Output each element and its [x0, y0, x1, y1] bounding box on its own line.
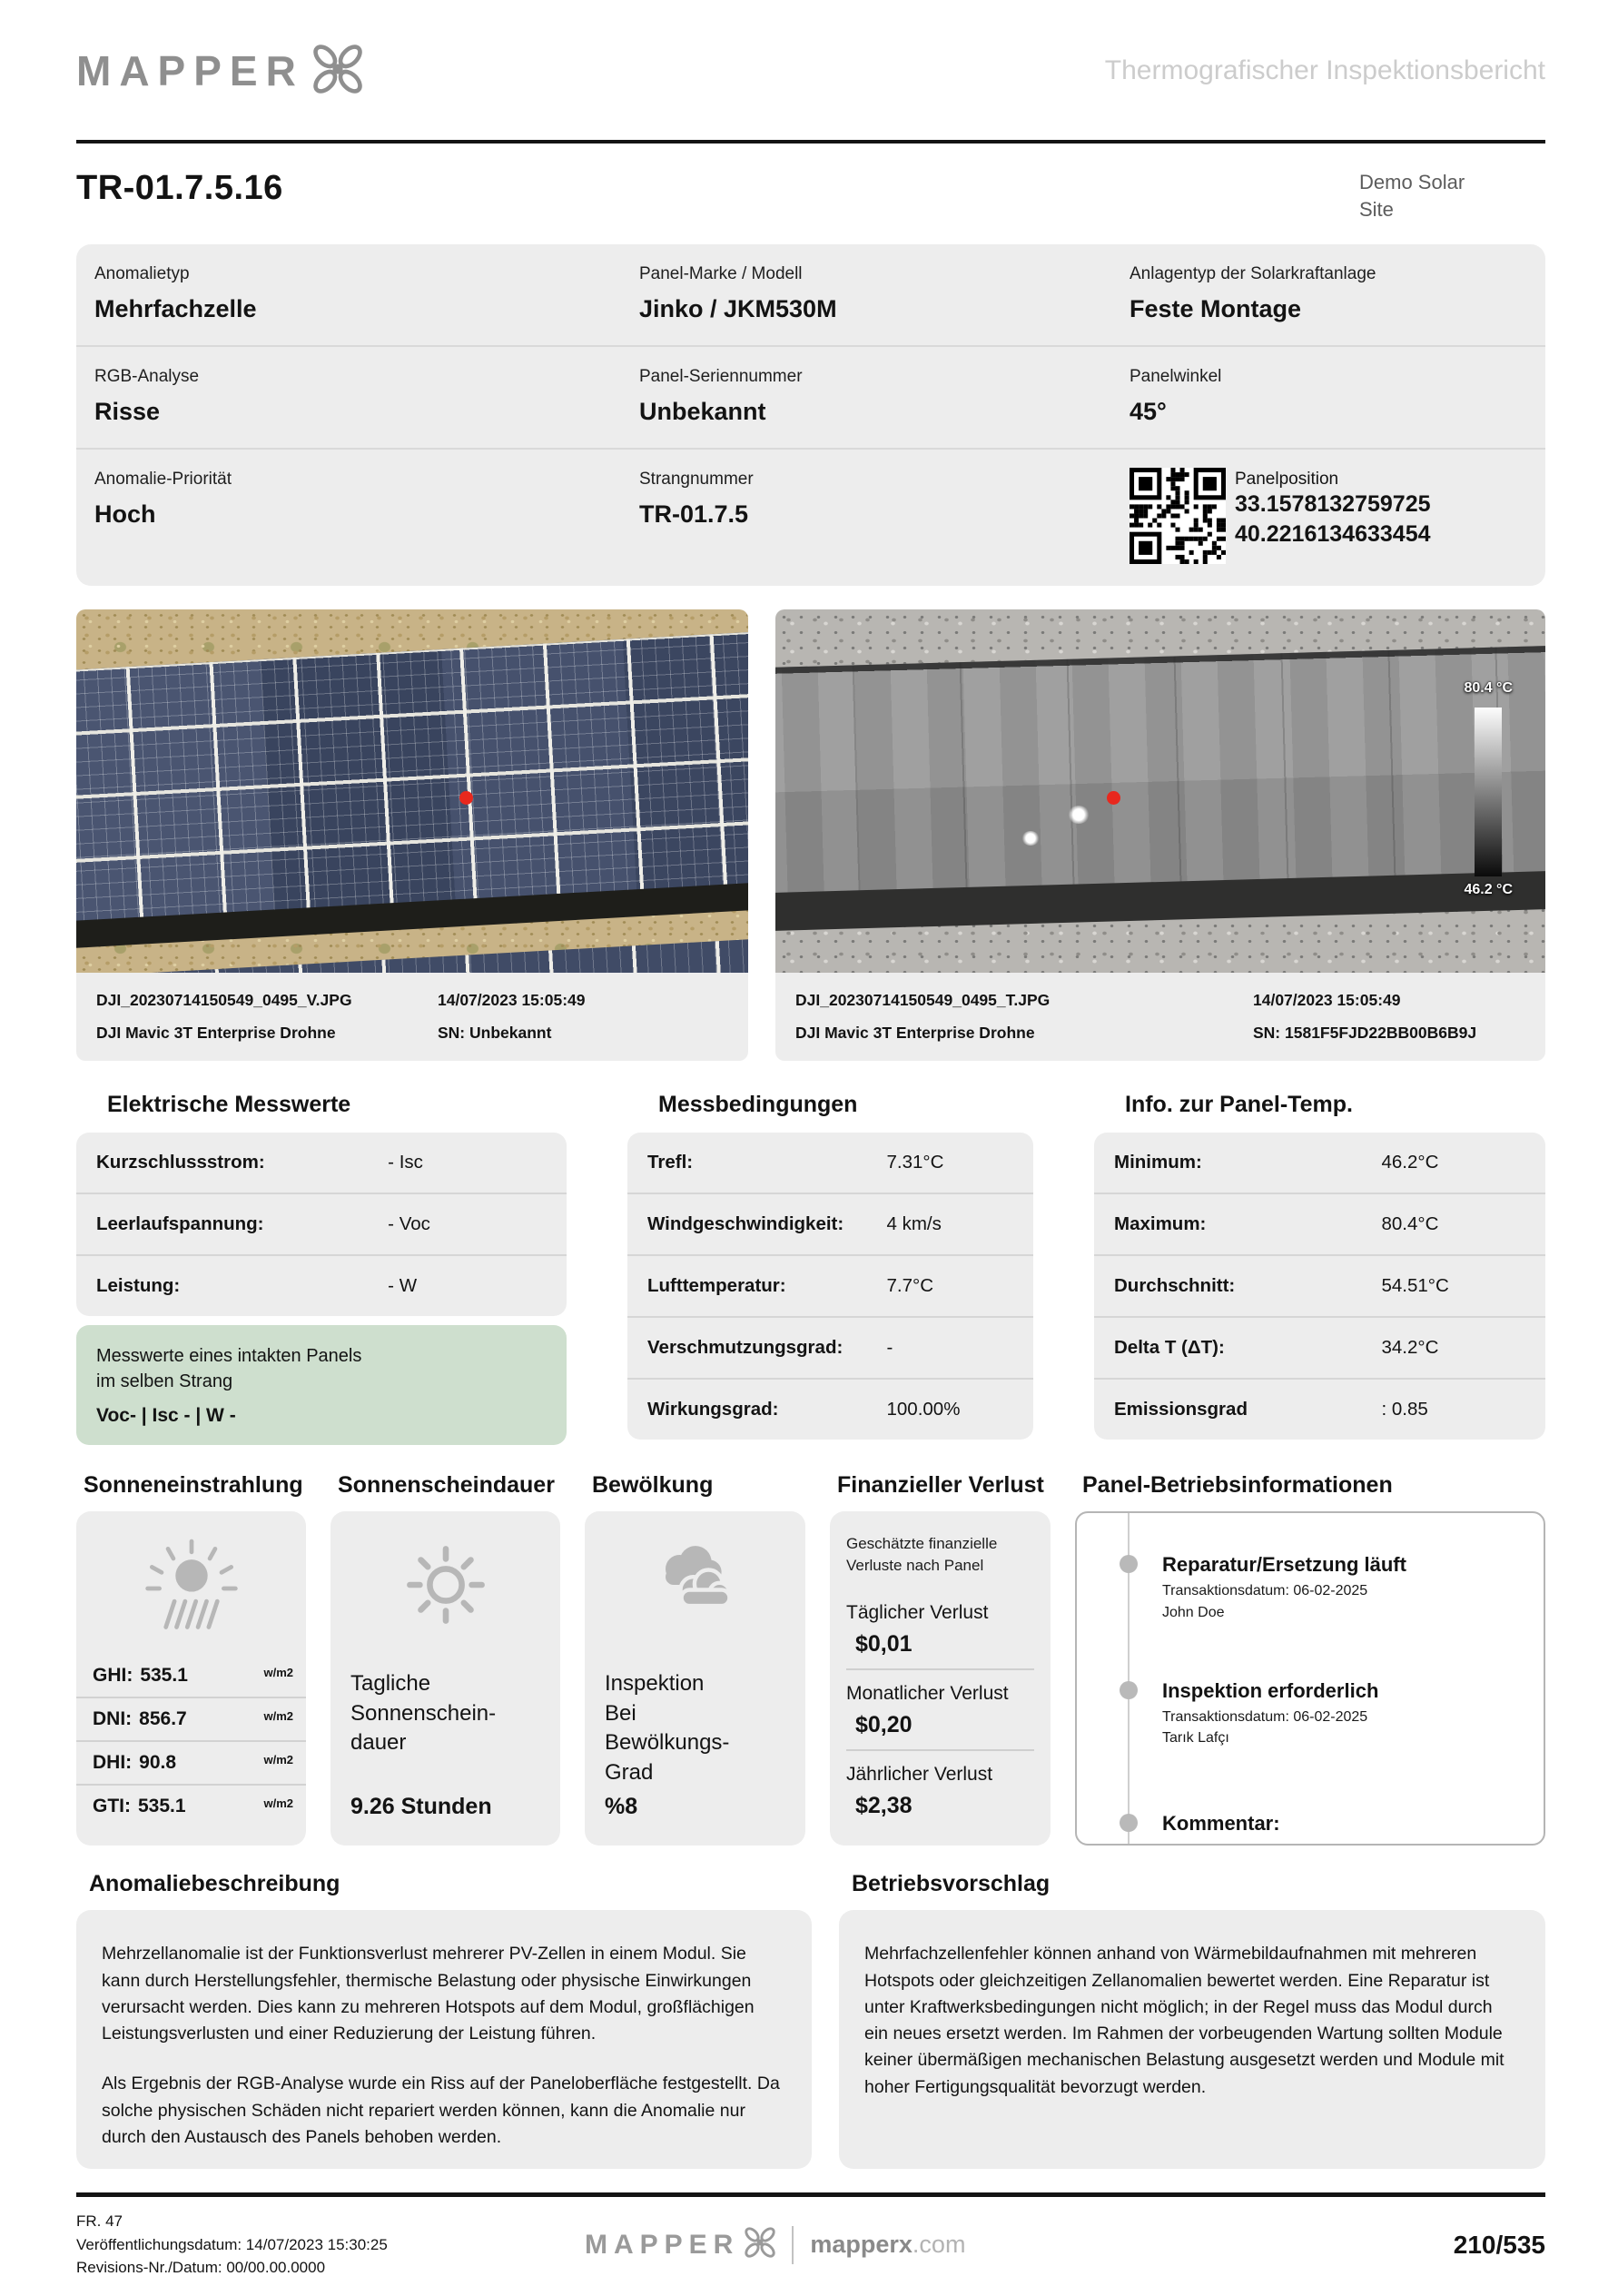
thermal-image-block: [775, 609, 1545, 1061]
conditions-title: Messbedingungen: [658, 1092, 858, 1118]
publish-date: Veröffentlichungsdatum: 14/07/2023 15:30:25: [76, 2235, 388, 2253]
footer-meta: [76, 2210, 585, 2280]
sun-outline-icon: [350, 1535, 540, 1635]
thermal-photo: [775, 609, 1545, 973]
sunshine-value: 9.26 Stunden: [350, 1794, 492, 1820]
rgb-image-caption: [76, 973, 748, 1061]
timeline-entry: Kommentar:: [1077, 1812, 1544, 1836]
timeline-entry: Reparatur/Ersetzung läuft Transaktionsdatum: 06-02-2025 John Doe: [1077, 1553, 1544, 1622]
temperature-scale-bar: [1475, 708, 1502, 876]
monthly-loss: Monatlicher Verlust $0,20: [846, 1668, 1034, 1749]
timeline-dot-icon: [1120, 1681, 1138, 1699]
site-name: Demo Solar Site: [1359, 171, 1465, 221]
table-row: Minimum: 46.2°C: [1114, 1152, 1439, 1173]
anomaly-marker: [1107, 791, 1120, 805]
sun-irradiance-icon: [76, 1535, 306, 1642]
info-cell-anomalietyp: Anomalietyp Mehrfachzelle: [94, 264, 257, 323]
financial-card: [830, 1511, 1051, 1846]
table-row: Durchschnitt: 54.51°C: [1094, 1254, 1545, 1316]
table-row: Emissionsgrad : 0.85: [1094, 1378, 1545, 1440]
page-number: 210/535: [1453, 2230, 1545, 2259]
daily-loss: Täglicher Verlust $0,01: [846, 1601, 989, 1657]
qr-code-icon: [1130, 468, 1226, 564]
revision-number: Revisions-Nr./Datum: 00/00.00.0000: [76, 2259, 326, 2277]
brand-logo: [76, 35, 371, 107]
info-cell-anlagentyp: Anlagentyp der Solarkraftanlage Feste Montage: [1130, 264, 1376, 323]
table-row: Maximum: 80.4°C: [1094, 1193, 1545, 1254]
brand-text: MAPPER: [76, 47, 304, 94]
info-row: [76, 345, 1545, 448]
form-number: FR. 47: [76, 2212, 123, 2231]
info-row: [76, 244, 1545, 345]
rgb-filename: DJI_20230714150549_0495_V.JPG: [96, 991, 352, 1010]
yearly-loss: Jährlicher Verlust $2,38: [846, 1749, 1034, 1830]
panel-position-block: [1130, 468, 1545, 564]
inspection-images: [76, 609, 1545, 1061]
drone-icon: [304, 35, 371, 107]
rgb-datetime: 14/07/2023 15:05:49: [438, 991, 586, 1010]
scale-min-label: 46.2 °C: [1464, 882, 1513, 898]
footer-brand: MAPPER mapperx .com: [585, 2222, 965, 2268]
cards-row: [76, 1511, 1545, 1846]
longitude: 40.2216134633454: [1235, 521, 1431, 548]
intact-panel-note: Messwerte eines intakten Panels im selben Strang Voc- | Isc - | W -: [76, 1325, 567, 1445]
measurement-titles: [76, 1092, 1545, 1118]
timeline-dot-icon: [1120, 1555, 1138, 1573]
electrical-column: [76, 1133, 567, 1445]
scale-max-label: 80.4 °C: [1464, 680, 1513, 697]
panel-temp-title: Info. zur Panel-Temp.: [1125, 1092, 1353, 1118]
table-row: Trefl: 7.31°C: [647, 1152, 944, 1173]
info-cell-panelwinkel: Panelwinkel 45°: [1130, 367, 1222, 426]
financial-title: Finanzieller Verlust: [837, 1472, 1044, 1499]
operation-suggestion-title: Betriebsvorschlag: [852, 1871, 1051, 1897]
table-row: Wirkungsgrad: 100.00%: [627, 1378, 1033, 1440]
table-row: Leistung: - W: [76, 1254, 567, 1316]
irradiance-values: [76, 1655, 306, 1827]
document-title: Thermografischer Inspektionsbericht: [1104, 55, 1545, 85]
irradiance-row: DHI: 90.8 w/m2: [76, 1740, 306, 1784]
table-row: Lufttemperatur: 7.7°C: [627, 1254, 1033, 1316]
footer-domain: mapperx: [810, 2231, 913, 2259]
panel-position-text: Panelposition 33.1578132759725 40.2216134633454: [1235, 468, 1431, 549]
info-cell-panelmarke: Panel-Marke / Modell Jinko / JKM530M: [639, 264, 837, 323]
description-row: [76, 1910, 1545, 2169]
conditions-table: [627, 1133, 1033, 1440]
report-id: TR-01.7.5.16: [76, 169, 283, 207]
rgb-serial: SN: Unbekannt: [438, 1024, 552, 1043]
irradiance-row: GTI: 535.1 w/m2: [76, 1784, 306, 1827]
irradiance-row: GHI: 535.1 w/m2: [93, 1665, 293, 1687]
thermal-image-caption: [775, 973, 1545, 1061]
sunshine-card: [331, 1511, 560, 1846]
rgb-drone: DJI Mavic 3T Enterprise Drohne: [96, 1024, 336, 1043]
title-row: [76, 169, 1545, 223]
thermal-serial: SN: 1581F5FJD22BB00B6B9J: [1253, 1024, 1477, 1043]
table-row: Leerlaufspannung: - Voc: [76, 1193, 567, 1254]
footer: [76, 2210, 1545, 2280]
card-section-titles: [76, 1472, 1545, 1499]
clouds-title: Bewölkung: [592, 1472, 714, 1499]
info-row: [76, 448, 1545, 586]
irradiance-title: Sonneneinstrahlung: [84, 1472, 303, 1499]
irradiance-row: DNI: 856.7 w/m2: [76, 1697, 306, 1740]
latitude: 33.1578132759725: [1235, 491, 1431, 518]
rgb-photo: [76, 609, 748, 973]
table-row: Verschmutzungsgrad: -: [627, 1316, 1033, 1378]
footer-divider: [76, 2192, 1545, 2197]
clouds-icon: [605, 1535, 785, 1635]
info-cell-strangnummer: Strangnummer TR-01.7.5: [639, 470, 754, 529]
info-cell-prioritaet: Anomalie-Priorität Hoch: [94, 470, 232, 529]
table-row: Windgeschwindigkeit: 4 km/s: [627, 1193, 1033, 1254]
solar-panel-row: [76, 631, 748, 927]
drone-icon: [739, 2222, 781, 2268]
clouds-text: Inspektion Bei Bewölkungs- Grad: [605, 1671, 730, 1785]
anomaly-info-grid: [76, 244, 1545, 586]
financial-subtitle: Geschätzte finanzielle Verluste nach Panel: [846, 1535, 998, 1575]
table-row: Delta T (ΔT): 34.2°C: [1094, 1316, 1545, 1378]
anomaly-description-box: Mehrzellanomalie ist der Funktionsverlust mehrerer PV-Zellen in einem Modul. Sie kann durch Herstellungsfehler, thermische Belastung oder physische Einwirkungen verursacht werden. Dies kann zu mehreren Hotspots auf dem Modul, großflächigen Leistungsverlusten und einer Reduzierung der Leistung führen. Als Ergebnis der RGB-Analyse wurde ein Riss auf der Paneloberfläche festgestellt. Da solche physischen Schäden nicht repariert werden können, kann die Anomalie nur durch den Austausch des Panels behoben werden.: [76, 1910, 812, 2169]
panel-temp-table: [1094, 1133, 1545, 1440]
electrical-table: [76, 1133, 567, 1316]
operations-title: Panel-Betriebsinformationen: [1082, 1472, 1393, 1499]
clouds-card: [585, 1511, 805, 1846]
thermal-panel-row: [775, 646, 1545, 896]
anomaly-description-title: Anomaliebeschreibung: [89, 1871, 340, 1897]
timeline-entry: Inspektion erforderlich Transaktionsdatum: 06-02-2025 Tarık Lafçı: [1077, 1679, 1544, 1748]
info-cell-rgb-analyse: RGB-Analyse Risse: [94, 367, 200, 426]
header-divider: [76, 140, 1545, 144]
table-row: Kurzschlussstrom: - Isc: [96, 1152, 423, 1173]
operation-suggestion-box: Mehrfachzellenfehler können anhand von Wärmebildaufnahmen mit mehreren Hotspots oder gleichzeitigen Zellanomalien bewertet werden. Eine Reparatur ist unter Kraftwerksbedingungen nicht möglich; in der Regel muss das Modul durch ein neues ersetzt werden. Im Rahmen der vorbeugenden Wartung sollten Module keiner übermäßigen mechanischen Belastung ausgesetzt werden und Module mit hoher Fertigungsqualität bevorzugt werden.: [839, 1910, 1545, 2169]
header: [76, 38, 1545, 104]
timeline-dot-icon: [1120, 1814, 1138, 1832]
irradiance-card: [76, 1511, 306, 1846]
operations-card: [1075, 1511, 1545, 1846]
clouds-value: %8: [605, 1794, 638, 1820]
info-cell-seriennummer: Panel-Seriennummer Unbekannt: [639, 367, 803, 426]
sunshine-text: Tagliche Sonnenschein- dauer: [350, 1671, 497, 1756]
electrical-title: Elektrische Messwerte: [107, 1092, 351, 1118]
measurement-tables: [76, 1133, 1545, 1445]
thermal-drone: DJI Mavic 3T Enterprise Drohne: [795, 1024, 1035, 1043]
rgb-image-block: [76, 609, 748, 1061]
description-titles: [76, 1871, 1545, 1897]
sunshine-title: Sonnenscheindauer: [338, 1472, 555, 1499]
thermal-datetime: 14/07/2023 15:05:49: [1253, 991, 1401, 1010]
thermal-filename: DJI_20230714150549_0495_T.JPG: [795, 991, 1051, 1010]
